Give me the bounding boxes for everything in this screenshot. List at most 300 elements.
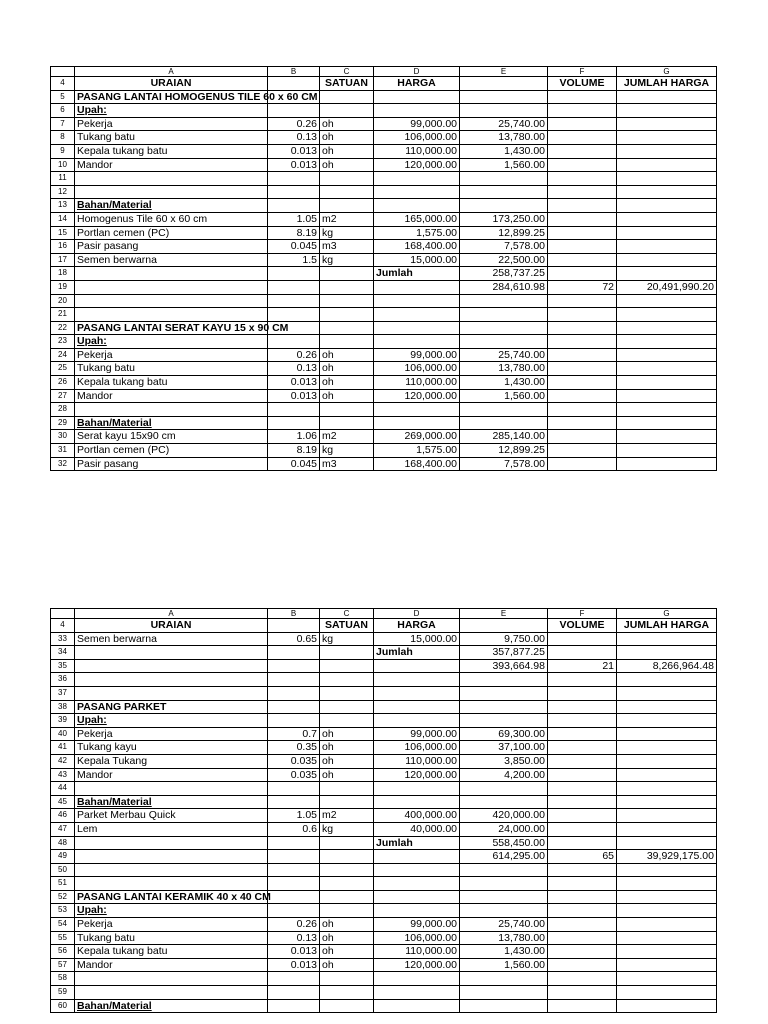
cell-satuan	[320, 972, 374, 986]
cell-uraian	[75, 686, 268, 700]
cell-subtotal	[460, 335, 548, 349]
cell-harga	[374, 714, 460, 728]
cell-volume	[548, 836, 617, 850]
cell-subtotal: 7,578.00	[460, 457, 548, 471]
cell-jumlah-harga	[617, 904, 717, 918]
header-harga: HARGA	[374, 77, 460, 91]
cell-uraian	[75, 836, 268, 850]
cell-satuan: oh	[320, 727, 374, 741]
cell-harga: 99,000.00	[374, 727, 460, 741]
cell-satuan: oh	[320, 144, 374, 158]
cell-harga	[374, 172, 460, 186]
table-row	[51, 673, 717, 687]
cell-satuan: oh	[320, 945, 374, 959]
cell-harga	[374, 280, 460, 294]
cell-jumlah-harga	[617, 376, 717, 390]
column-letter: F	[548, 609, 617, 619]
column-letter: E	[460, 67, 548, 77]
cell-subtotal: 558,450.00	[460, 836, 548, 850]
cell-koefisien: 0.65	[268, 632, 320, 646]
cell-volume	[548, 945, 617, 959]
cell-jumlah-harga	[617, 199, 717, 213]
cell-subtotal	[460, 972, 548, 986]
cell-satuan: oh	[320, 741, 374, 755]
cell-subtotal	[460, 986, 548, 1000]
table-row	[51, 931, 717, 945]
cell-satuan	[320, 877, 374, 891]
cell-harga	[374, 185, 460, 199]
column-letter: A	[75, 609, 268, 619]
cell-satuan	[320, 904, 374, 918]
header-b	[268, 619, 320, 633]
cell-harga: 99,000.00	[374, 918, 460, 932]
cell-uraian	[75, 714, 268, 728]
cell-harga: 168,400.00	[374, 240, 460, 254]
cell-volume	[548, 890, 617, 904]
cell-jumlah-harga	[617, 362, 717, 376]
cell-koefisien	[268, 836, 320, 850]
cell-uraian	[75, 416, 268, 430]
cell-uraian	[75, 131, 268, 145]
cell-harga	[374, 104, 460, 118]
header-row	[51, 619, 717, 633]
cell-volume: 72	[548, 280, 617, 294]
row-number: 43	[51, 768, 75, 782]
cell-satuan: kg	[320, 226, 374, 240]
cell-uraian	[75, 782, 268, 796]
cell-subtotal: 25,740.00	[460, 348, 548, 362]
uraian-text: Parket Merbau Quick	[77, 809, 176, 822]
header-satuan: SATUAN	[320, 619, 374, 633]
cell-satuan: oh	[320, 117, 374, 131]
row-number: 47	[51, 822, 75, 836]
cell-uraian	[75, 403, 268, 417]
table-row	[51, 444, 717, 458]
cell-satuan: oh	[320, 131, 374, 145]
cell-harga	[374, 659, 460, 673]
cell-harga	[374, 999, 460, 1013]
table-row	[51, 376, 717, 390]
cell-koefisien	[268, 714, 320, 728]
row-number: 6	[51, 104, 75, 118]
cell-harga	[374, 308, 460, 322]
cell-subtotal: 420,000.00	[460, 809, 548, 823]
uraian-text: PASANG LANTAI SERAT KAYU 15 x 90 CM	[77, 321, 289, 334]
cell-satuan: oh	[320, 348, 374, 362]
row-number: 26	[51, 376, 75, 390]
cell-uraian	[75, 389, 268, 403]
cell-jumlah-harga	[617, 768, 717, 782]
row-number: 48	[51, 836, 75, 850]
row-number: 31	[51, 444, 75, 458]
cell-uraian	[75, 741, 268, 755]
cell-satuan	[320, 335, 374, 349]
table-row	[51, 280, 717, 294]
cell-subtotal: 173,250.00	[460, 212, 548, 226]
row-number: 25	[51, 362, 75, 376]
cell-satuan: kg	[320, 632, 374, 646]
cell-harga: 110,000.00	[374, 144, 460, 158]
cell-koefisien	[268, 999, 320, 1013]
cell-subtotal	[460, 795, 548, 809]
cell-volume: 65	[548, 850, 617, 864]
cell-volume	[548, 768, 617, 782]
cell-uraian	[75, 918, 268, 932]
cell-harga: 120,000.00	[374, 158, 460, 172]
row-number: 18	[51, 267, 75, 281]
uraian-text: Bahan/Material	[77, 795, 152, 808]
cell-koefisien	[268, 850, 320, 864]
table-row	[51, 403, 717, 417]
uraian-text: Mandor	[77, 389, 113, 402]
cell-satuan: m2	[320, 430, 374, 444]
row-number: 41	[51, 741, 75, 755]
cell-satuan	[320, 673, 374, 687]
cell-uraian	[75, 659, 268, 673]
cell-volume	[548, 444, 617, 458]
cell-volume	[548, 267, 617, 281]
row-number: 42	[51, 754, 75, 768]
table-row	[51, 822, 717, 836]
cell-jumlah-harga: 8,266,964.48	[617, 659, 717, 673]
row-number: 17	[51, 253, 75, 267]
table-row	[51, 986, 717, 1000]
cell-koefisien: 1.5	[268, 253, 320, 267]
cell-koefisien: 8.19	[268, 226, 320, 240]
cell-subtotal: 1,430.00	[460, 376, 548, 390]
cell-koefisien	[268, 104, 320, 118]
cell-koefisien: 0.7	[268, 727, 320, 741]
cell-harga: 269,000.00	[374, 430, 460, 444]
table-row	[51, 335, 717, 349]
cell-volume	[548, 348, 617, 362]
cell-jumlah-harga	[617, 986, 717, 1000]
cell-jumlah-harga	[617, 90, 717, 104]
row-number: 4	[51, 619, 75, 633]
cell-subtotal: 22,500.00	[460, 253, 548, 267]
cell-satuan: oh	[320, 389, 374, 403]
cell-subtotal: 614,295.00	[460, 850, 548, 864]
cell-jumlah-harga	[617, 104, 717, 118]
cell-jumlah-harga	[617, 754, 717, 768]
table-row	[51, 267, 717, 281]
cell-koefisien: 0.045	[268, 240, 320, 254]
row-number: 14	[51, 212, 75, 226]
cell-harga: 110,000.00	[374, 376, 460, 390]
cell-uraian	[75, 212, 268, 226]
column-letters-row	[51, 609, 717, 619]
row-number: 22	[51, 321, 75, 335]
uraian-text: Lem	[77, 822, 98, 835]
cell-subtotal	[460, 700, 548, 714]
cell-jumlah-harga	[617, 673, 717, 687]
cell-volume	[548, 795, 617, 809]
cell-volume	[548, 389, 617, 403]
row-number: 53	[51, 904, 75, 918]
cell-harga: 106,000.00	[374, 931, 460, 945]
row-number: 44	[51, 782, 75, 796]
cell-jumlah-harga	[617, 240, 717, 254]
cell-uraian	[75, 877, 268, 891]
cell-harga: 120,000.00	[374, 389, 460, 403]
row-number: 8	[51, 131, 75, 145]
cell-volume	[548, 457, 617, 471]
cell-volume	[548, 958, 617, 972]
row-number: 15	[51, 226, 75, 240]
cell-harga	[374, 335, 460, 349]
cell-satuan: oh	[320, 768, 374, 782]
cell-satuan	[320, 308, 374, 322]
uraian-text: Pekerja	[77, 727, 113, 740]
cell-harga: 110,000.00	[374, 754, 460, 768]
cell-uraian	[75, 890, 271, 904]
table-row	[51, 389, 717, 403]
cell-subtotal	[460, 308, 548, 322]
table-row	[51, 904, 717, 918]
column-letter: G	[617, 67, 717, 77]
cell-harga: Jumlah	[374, 646, 460, 660]
table-row	[51, 646, 717, 660]
row-number: 19	[51, 280, 75, 294]
cell-harga	[374, 890, 460, 904]
cell-volume	[548, 863, 617, 877]
cell-uraian	[75, 754, 268, 768]
column-letter: B	[268, 609, 320, 619]
header-uraian: URAIAN	[75, 619, 268, 633]
uraian-text: PASANG LANTAI HOMOGENUS TILE 60 x 60 CM	[77, 90, 318, 103]
cell-koefisien: 0.26	[268, 117, 320, 131]
cell-koefisien: 1.05	[268, 212, 320, 226]
cell-satuan: oh	[320, 931, 374, 945]
uraian-text: Serat kayu 15x90 cm	[77, 430, 176, 443]
cell-subtotal	[460, 294, 548, 308]
cell-uraian	[75, 90, 318, 104]
cell-jumlah-harga	[617, 294, 717, 308]
uraian-text: Semen berwarna	[77, 253, 157, 266]
row-number: 29	[51, 416, 75, 430]
cell-satuan	[320, 659, 374, 673]
cell-harga	[374, 403, 460, 417]
cell-subtotal: 1,560.00	[460, 158, 548, 172]
row-number: 20	[51, 294, 75, 308]
cell-koefisien: 0.013	[268, 158, 320, 172]
row-number: 12	[51, 185, 75, 199]
cell-subtotal: 69,300.00	[460, 727, 548, 741]
row-number: 24	[51, 348, 75, 362]
row-number: 37	[51, 686, 75, 700]
cell-subtotal: 393,664.98	[460, 659, 548, 673]
uraian-text: Pekerja	[77, 918, 113, 931]
cell-uraian	[75, 457, 268, 471]
cell-satuan: m3	[320, 457, 374, 471]
cell-uraian	[75, 931, 268, 945]
cell-satuan	[320, 199, 374, 213]
cell-volume	[548, 741, 617, 755]
row-number: 10	[51, 158, 75, 172]
cell-satuan: oh	[320, 362, 374, 376]
cell-satuan	[320, 172, 374, 186]
cell-uraian	[75, 280, 268, 294]
uraian-text: Upah:	[77, 335, 107, 348]
table-row	[51, 714, 717, 728]
cell-jumlah-harga	[617, 822, 717, 836]
uraian-text: Pekerja	[77, 348, 113, 361]
row-number: 56	[51, 945, 75, 959]
cell-subtotal: 12,899.25	[460, 444, 548, 458]
cell-subtotal	[460, 673, 548, 687]
cell-volume	[548, 212, 617, 226]
cell-koefisien	[268, 863, 320, 877]
cell-subtotal	[460, 199, 548, 213]
cell-satuan	[320, 986, 374, 1000]
column-letter	[51, 609, 75, 619]
cell-koefisien	[268, 673, 320, 687]
table-row	[51, 308, 717, 322]
cell-jumlah-harga	[617, 416, 717, 430]
row-number: 39	[51, 714, 75, 728]
cell-jumlah-harga: 20,491,990.20	[617, 280, 717, 294]
cell-volume	[548, 240, 617, 254]
row-number: 54	[51, 918, 75, 932]
cell-uraian	[75, 958, 268, 972]
cell-harga	[374, 294, 460, 308]
column-letter	[51, 67, 75, 77]
cell-subtotal: 12,899.25	[460, 226, 548, 240]
cell-subtotal: 24,000.00	[460, 822, 548, 836]
row-number: 60	[51, 999, 75, 1013]
cell-uraian	[75, 945, 268, 959]
cell-satuan	[320, 999, 374, 1013]
cell-volume	[548, 158, 617, 172]
header-row	[51, 77, 717, 91]
cell-satuan	[320, 104, 374, 118]
cell-koefisien: 0.013	[268, 376, 320, 390]
cell-koefisien	[268, 267, 320, 281]
cell-harga	[374, 850, 460, 864]
table-row	[51, 659, 717, 673]
table-row	[51, 945, 717, 959]
cell-harga: 15,000.00	[374, 632, 460, 646]
table-row	[51, 958, 717, 972]
cell-volume	[548, 335, 617, 349]
table-row	[51, 686, 717, 700]
cell-uraian	[75, 199, 268, 213]
column-letter: C	[320, 67, 374, 77]
row-number: 50	[51, 863, 75, 877]
cell-uraian	[75, 727, 268, 741]
cell-harga: 99,000.00	[374, 117, 460, 131]
cell-volume	[548, 253, 617, 267]
row-number: 34	[51, 646, 75, 660]
cell-satuan	[320, 863, 374, 877]
cell-harga	[374, 700, 460, 714]
uraian-text: Pekerja	[77, 117, 113, 130]
cell-jumlah-harga	[617, 348, 717, 362]
cell-koefisien: 0.035	[268, 768, 320, 782]
cell-jumlah-harga	[617, 931, 717, 945]
table-row	[51, 199, 717, 213]
cell-jumlah-harga	[617, 972, 717, 986]
cell-jumlah-harga	[617, 741, 717, 755]
cell-satuan	[320, 416, 374, 430]
cell-harga	[374, 904, 460, 918]
cell-jumlah-harga	[617, 863, 717, 877]
table-row	[51, 158, 717, 172]
cell-subtotal: 13,780.00	[460, 931, 548, 945]
cell-harga: 99,000.00	[374, 348, 460, 362]
cell-uraian	[75, 376, 268, 390]
uraian-text: Kepala tukang batu	[77, 376, 168, 389]
table-row	[51, 850, 717, 864]
cell-uraian	[75, 267, 268, 281]
cell-harga: 1,575.00	[374, 444, 460, 458]
header-uraian: URAIAN	[75, 77, 268, 91]
row-number: 13	[51, 199, 75, 213]
cell-volume	[548, 877, 617, 891]
cell-subtotal: 4,200.00	[460, 768, 548, 782]
uraian-text: Mandor	[77, 958, 113, 971]
cell-koefisien: 0.013	[268, 945, 320, 959]
cell-subtotal: 1,560.00	[460, 389, 548, 403]
uraian-text: Homogenus Tile 60 x 60 cm	[77, 212, 208, 225]
cell-koefisien	[268, 294, 320, 308]
table-row	[51, 700, 717, 714]
cell-harga: 15,000.00	[374, 253, 460, 267]
header-satuan: SATUAN	[320, 77, 374, 91]
cell-uraian	[75, 335, 268, 349]
cell-jumlah-harga	[617, 632, 717, 646]
cell-koefisien: 8.19	[268, 444, 320, 458]
cell-volume	[548, 403, 617, 417]
cell-satuan: oh	[320, 754, 374, 768]
cell-volume	[548, 918, 617, 932]
uraian-text: Bahan/Material	[77, 199, 152, 212]
uraian-text: PASANG LANTAI KERAMIK 40 x 40 CM	[77, 890, 271, 903]
cell-volume	[548, 999, 617, 1013]
cell-jumlah-harga	[617, 267, 717, 281]
column-letter: D	[374, 609, 460, 619]
cell-satuan: oh	[320, 918, 374, 932]
header-volume: VOLUME	[548, 77, 617, 91]
table-row	[51, 890, 717, 904]
uraian-text: Bahan/Material	[77, 999, 152, 1012]
cell-harga	[374, 986, 460, 1000]
table-row	[51, 348, 717, 362]
table-row	[51, 144, 717, 158]
row-number: 36	[51, 673, 75, 687]
cell-koefisien: 0.6	[268, 822, 320, 836]
row-number: 9	[51, 144, 75, 158]
cell-uraian	[75, 104, 268, 118]
cell-satuan	[320, 294, 374, 308]
cell-uraian	[75, 430, 268, 444]
row-number: 38	[51, 700, 75, 714]
cell-jumlah-harga	[617, 158, 717, 172]
table-row	[51, 226, 717, 240]
cell-satuan	[320, 686, 374, 700]
cell-jumlah-harga	[617, 321, 717, 335]
table-row	[51, 863, 717, 877]
cell-koefisien	[268, 185, 320, 199]
cell-uraian	[75, 986, 268, 1000]
cell-subtotal	[460, 185, 548, 199]
cell-jumlah-harga	[617, 686, 717, 700]
cell-satuan	[320, 90, 374, 104]
cell-subtotal	[460, 714, 548, 728]
row-number: 27	[51, 389, 75, 403]
cell-subtotal	[460, 904, 548, 918]
row-number: 33	[51, 632, 75, 646]
